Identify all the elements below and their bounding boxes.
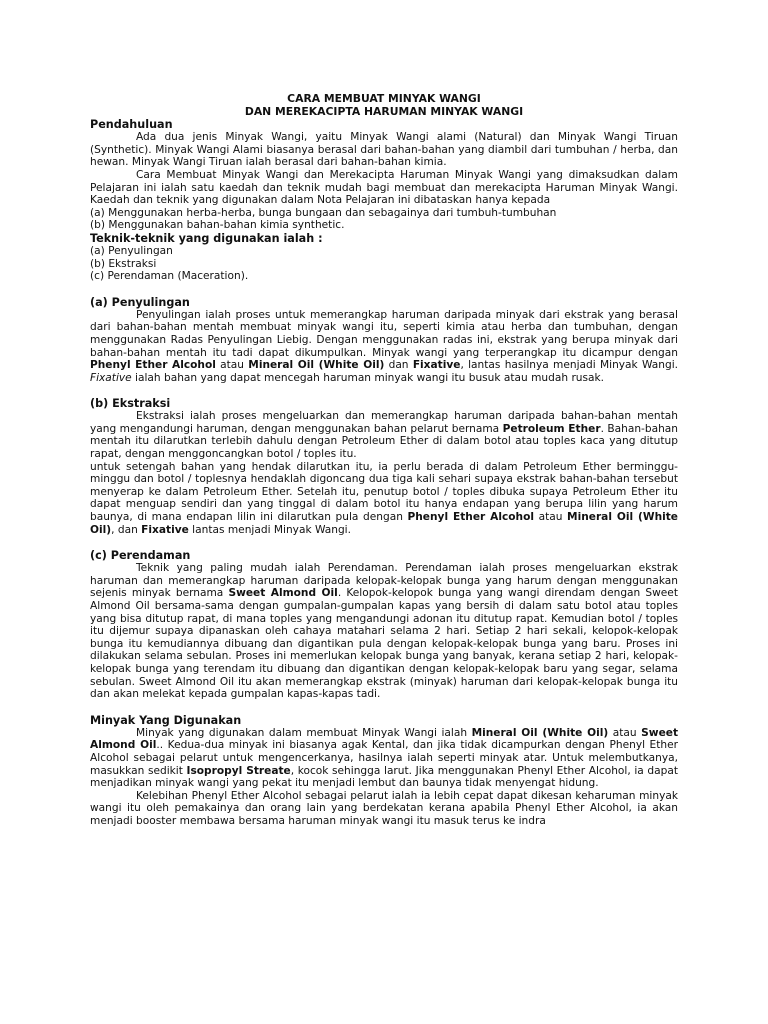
- text-span: , lantas hasilnya menjadi Minyak Wangi.: [460, 359, 678, 372]
- paragraph-ekstraksi-2: [90, 461, 678, 537]
- text-span: .. Kedua-dua minyak ini biasanya agak Kental, dan jika tidak dicampurkan dengan Phenyl Ether Alcohol sebagai pelarut untuk mengencerkanya, hasilnya ialah seperti minyak atar. Untuk melembutkanya, masukkan sedikit: [90, 739, 678, 777]
- list-item-ekstraksi: (b) Ekstraksi: [90, 257, 157, 270]
- paragraph-minyak-1: [90, 727, 678, 790]
- paragraph-pendahuluan-2: Cara Membuat Minyak Wangi dan Merekacipta Haruman Minyak Wangi yang dimaksudkan dalam Pelajaran ini ialah satu kaedah dan teknik mudah bagi membuat dan merekacipta Haruman Minyak Wangi. Kaedah dan teknik yang digunakan dalam Nota Pelajaran ini dibataskan hanya kepada: [90, 168, 678, 207]
- spacer: [90, 283, 678, 296]
- text-span: , dan: [111, 523, 142, 536]
- bold-term: Phenyl Ether Alcohol: [407, 511, 534, 524]
- heading-penyulingan: (a) Penyulingan: [90, 295, 190, 309]
- text-span: ialah bahan yang dapat mencegah haruman minyak wangi itu busuk atau mudah rusak.: [131, 371, 605, 384]
- bold-term: Mineral Oil (White Oil): [471, 726, 609, 739]
- heading-teknik: Teknik-teknik yang digunakan ialah :: [90, 231, 323, 245]
- spacer: [90, 701, 678, 714]
- list-item-penyulingan: (a) Penyulingan: [90, 244, 173, 257]
- paragraph-minyak-2: Kelebihan Phenyl Ether Alcohol sebagai pelarut ialah ia lebih cepat dapat dikesan keharuman minyak wangi itu oleh pemakainya dan orang lain yang berdekatan kerana apabila Phenyl Ether Alcohol, ia akan menjadi booster membawa bersama haruman minyak wangi itu masuk terus ke indra: [90, 789, 678, 827]
- list-item-herba: (a) Menggunakan herba-herba, bunga bungaan dan sebagainya dari tumbuh-tumbuhan: [90, 206, 557, 219]
- heading-ekstraksi: (b) Ekstraksi: [90, 397, 171, 411]
- paragraph-perendaman: [90, 562, 678, 701]
- text-span: , kocok sehingga larut. Jika menggunakan Phenyl Ether Alcohol, ia dapat menjadikan minyak wangi yang pekat itu menjadi lembut dan baunya tidak menyengat hidung.: [90, 764, 678, 790]
- bold-term: Phenyl Ether Alcohol: [90, 359, 216, 372]
- italic-term: Fixative: [90, 371, 132, 384]
- paragraph-ekstraksi-1: [90, 410, 678, 460]
- title-line-1: CARA MEMBUAT MINYAK WANGI: [287, 92, 481, 105]
- text-span: Penyulingan ialah proses untuk memerangkap haruman daripada minyak dari ekstrak yang berasal dari bahan-bahan mentah membuat minyak wangi itu, seperti kimia atau herba dan tumbuhan, dengan menggunakan Radas Penyulingan Liebig. Dengan menggunakan radas ini, ekstrak yang berupa minyak dari bahan-bahan mentah itu tadi dapat dikumpulkan. Minyak wangi yang terperangkap itu dicampur dengan: [90, 308, 678, 359]
- bold-term: Mineral Oil (White Oil): [248, 359, 385, 372]
- text-span: atau: [608, 726, 642, 739]
- list-item-kimia: (b) Menggunakan bahan-bahan kimia synthetic.: [90, 219, 345, 232]
- bold-term: Petroleum Ether: [502, 422, 601, 435]
- text-span: dan: [384, 359, 413, 372]
- text-span: Teknik yang paling mudah ialah Perendaman. Perendaman ialah proses mengeluarkan ekstrak haruman dan memerangkap haruman daripada kelopak-kelopak bunga yang harum dengan menggunakan sejenis minyak bernama: [90, 562, 678, 600]
- bold-term: Isopropyl Streate: [186, 764, 291, 777]
- text-span: atau: [215, 359, 249, 372]
- text-span: atau: [534, 511, 568, 524]
- title-line-2: DAN MEREKACIPTA HARUMAN MINYAK WANGI: [244, 104, 524, 118]
- spacer: [90, 384, 678, 397]
- bold-term: Sweet Almond Oil: [228, 587, 338, 600]
- heading-pendahuluan: Pendahuluan: [90, 118, 173, 132]
- paragraph-penyulingan: [90, 309, 678, 385]
- text-span: untuk setengah bahan yang hendak dilarutkan itu, ia perlu berada di dalam Petroleum Ether berminggu-minggu dan botol / toplesnya hendaklah digoncang dua tiga kali sehari supaya ekstrak bahan-bahan tersebut menyerap ke dalam Petroleum Ether. Setelah itu, penutup botol / toples dibuka supaya Petroleum Ether itu dapat menguap sendiri dan yang tinggal di dalam botol itu hanya endapan yang berupa lilin yang harum baunya, di mana endapan lilin ini dilarutkan pula dengan: [90, 460, 678, 524]
- bold-term: Mineral Oil (White Oil): [90, 511, 678, 536]
- spacer: [90, 536, 678, 549]
- bold-term: Fixative: [412, 359, 461, 372]
- list-item-perendaman: (c) Perendaman (Maceration).: [90, 270, 249, 283]
- bold-term: Sweet Almond Oil: [90, 726, 679, 752]
- text-span: Ekstraksi ialah proses mengeluarkan dan memerangkap haruman daripada bahan-bahan mentah yang mengandungi haruman, dengan menggunakan bahan pelarut bernama: [90, 410, 678, 435]
- heading-minyak: Minyak Yang Digunakan: [90, 713, 242, 727]
- text-span: Minyak yang digunakan dalam membuat Minyak Wangi ialah: [136, 726, 472, 739]
- text-span: lantas menjadi Minyak Wangi.: [188, 523, 351, 536]
- paragraph-pendahuluan-1: Ada dua jenis Minyak Wangi, yaitu Minyak Wangi alami (Natural) dan Minyak Wangi Tiruan (Synthetic). Minyak Wangi Alami biasanya berasal dari bahan-bahan yang diambil dari tumbuhan / herba, dan hewan. Minyak Wangi Tiruan ialah berasal dari bahan-bahan kimia.: [90, 131, 678, 169]
- document-body: [90, 93, 678, 828]
- text-span: . Bahan-bahan mentah itu dilarutkan terlebih dahulu dengan Petroleum Ether di dalam botol atau toples kaca yang ditutup rapat, dengan menggoncangkan botol / toples itu.: [90, 422, 679, 461]
- text-span: . Kelopok-kelopok bunga yang wangi direndam dengan Sweet Almond Oil bersama-sama dengan gumpalan-gumpalan kapas yang bersih di dalam satu botol atau toples yang bisa ditutup rapat, di mana toples yang mengandungi adonan itu ditutup rapat. Kemudian botol / toples itu dijemur supaya dipanaskan oleh cahaya matahari selama 2 hari. Setiap 2 hari sekali, kelopok-kelopak bunga itu kemudiannya dibuang dan digantikan pula dengan kelopak-kelopak bunga yang baru. Proses ini dilakukan selama sebulan. Proses ini memerlukan kelopak bunga yang banyak, kerana setiap 2 hari, kelopak-kelopak bunga yang terendam itu dibuang dan digantikan dengan kelopak-kelopak baru yang segar, selama sebulan. Sweet Almond Oil itu akan memerangkap ekstrak (minyak) haruman dari kelopak-kelopak bunga itu dan akan melekat kepada gumpalan kapas-kapas tadi.: [90, 587, 678, 701]
- bold-term: Fixative: [141, 523, 189, 536]
- heading-perendaman: (c) Perendaman: [90, 549, 191, 563]
